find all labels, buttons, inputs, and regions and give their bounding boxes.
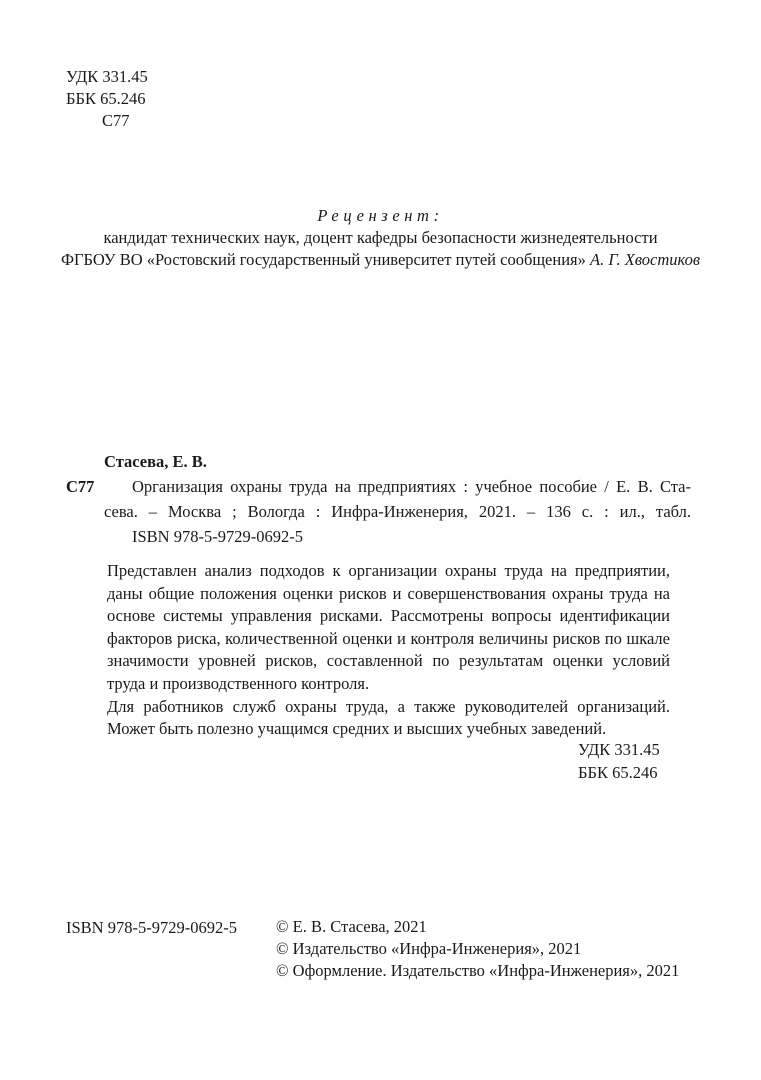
copyright-publisher: © Издательство «Инфра-Инженерия», 2021 bbox=[276, 939, 582, 958]
annotation-paragraph-1: Представлен анализ подходов к организации охраны труда на предприятии, даны общие положения оценки рисков и совершенствования охраны труда на основе системы управления рисками. Рассмотрены вопросы идентификации факторов риска, количественной оценки и контроля величины рисков по шкале значимости уровней рисков, составленной по результатам оценки условий труда и производственного контроля. bbox=[107, 561, 670, 693]
classification-top bbox=[66, 66, 148, 132]
author-sign: С77 bbox=[102, 111, 130, 130]
record-publication-line: сева. – Москва ; Вологда : Инфра-Инженерия, 2021. – 136 с. : ил., табл. bbox=[104, 502, 691, 521]
bibliographic-record bbox=[66, 449, 691, 549]
classification-bottom bbox=[578, 738, 660, 784]
reviewer-name: А. Г. Хвостиков bbox=[590, 250, 701, 269]
record-author: Стасева, Е. В. bbox=[104, 452, 207, 471]
reviewer-affiliation bbox=[0, 249, 761, 271]
bbk-code-bottom: ББК 65.246 bbox=[578, 763, 658, 782]
reviewer-heading: Рецензент: bbox=[317, 206, 444, 225]
udk-code-bottom: УДК 331.45 bbox=[578, 740, 660, 759]
annotation-paragraph-2: Для работников служб охраны труда, а также руководителей организаций. Может быть полезно учащимся средних и высших учебных заведений. bbox=[107, 696, 670, 739]
record-entry bbox=[66, 474, 691, 549]
udk-code: УДК 331.45 bbox=[66, 67, 148, 86]
copyright-design: © Оформление. Издательство «Инфра-Инженерия», 2021 bbox=[276, 961, 680, 980]
isbn-bottom: ISBN 978-5-9729-0692-5 bbox=[66, 918, 237, 937]
record-code: С77 bbox=[66, 477, 95, 496]
annotation bbox=[107, 560, 670, 741]
record-title-line: Организация охраны труда на предприятиях : учебное пособие / Е. В. Ста- bbox=[132, 477, 691, 496]
record-isbn: ISBN 978-5-9729-0692-5 bbox=[132, 527, 303, 546]
copyright-author: © Е. В. Стасева, 2021 bbox=[276, 917, 427, 936]
bbk-code: ББК 65.246 bbox=[66, 89, 146, 108]
reviewer-block bbox=[0, 205, 761, 271]
copyright-list bbox=[276, 916, 679, 982]
reviewer-organization: ФГБОУ ВО «Ростовский государственный университет путей сообщения» bbox=[60, 250, 586, 269]
reviewer-credentials: кандидат технических наук, доцент кафедры безопасности жизнедеятельности bbox=[103, 228, 658, 247]
